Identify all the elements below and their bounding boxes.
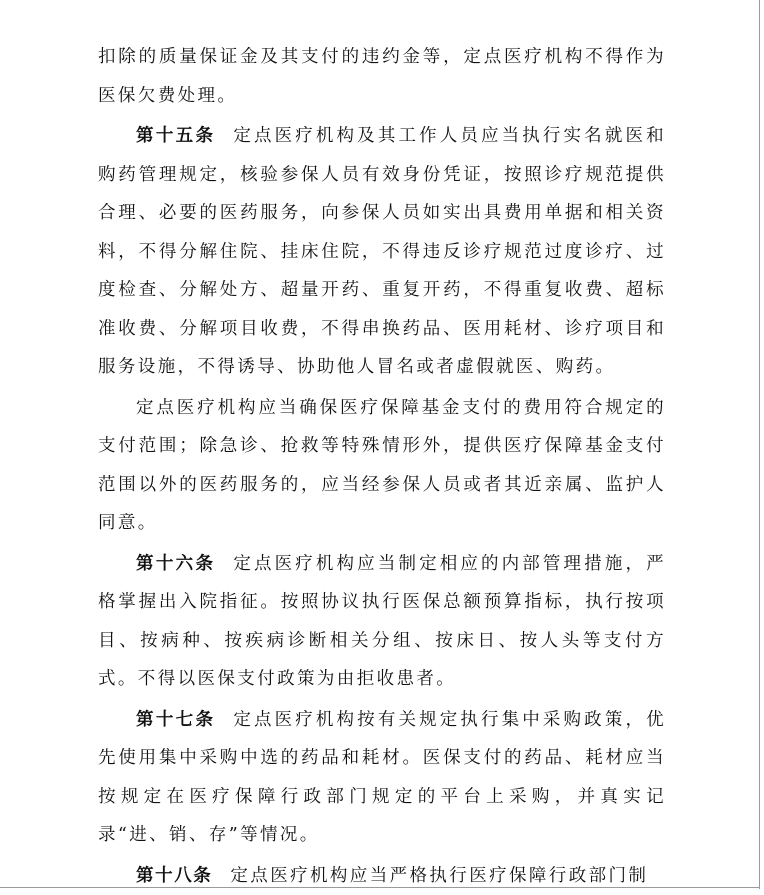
paragraph-text: 定点医疗机构应当制定相应的内部管理措施，严格掌握出入院指征。按照协议执行医保总额预算指标，执行按项目、按病种、按疾病诊断相关分组、按床日、按人头等支付方式。不得以医保支付政策为由拒收患者。	[98, 554, 666, 690]
paragraph-text: 定点医疗机构及其工作人员应当执行实名就医和购药管理规定，核验参保人员有效身份凭证，按照诊疗规范提供合理、必要的医药服务，向参保人员如实出具费用单据和相关资料，不得分解住院、挂床住院，不得违反诊疗规范过度诊疗、过度检查、分解处方、超量开药、重复开药，不得重复收费、超标准收费、分解项目收费，不得串换药品、医用耗材、诊疗项目和服务设施，不得诱导、协助他人冒名或者虚假就医、购药。	[98, 126, 666, 377]
paragraph-text: 定点医疗机构应当确保医疗保障基金支付的费用符合规定的支付范围；除急诊、抢救等特殊情形外，提供医疗保障基金支付范围以外的医药服务的，应当经参保人员或者其近亲属、监护人同意。	[98, 398, 666, 534]
article-17	[98, 701, 666, 855]
paragraph-text: 定点医疗机构按有关规定执行集中采购政策，优先使用集中采购中选的药品和耗材。医保支付的药品、耗材应当按规定在医疗保障行政部门规定的平台上采购，并真实记录“进、销、存”等情况。	[98, 710, 666, 846]
article-18	[98, 857, 666, 895]
document-body	[98, 38, 666, 895]
article-15	[98, 117, 666, 387]
article-heading: 第十七条	[136, 710, 215, 730]
paragraph-text: 定点医疗机构应当严格执行医疗保障行政部门制	[230, 866, 648, 886]
paragraph-continuation	[98, 38, 666, 115]
paragraph-text: 扣除的质量保证金及其支付的违约金等，定点医疗机构不得作为医保欠费处理。	[98, 47, 666, 106]
article-heading: 第十八条	[136, 866, 212, 886]
article-15-paragraph-2	[98, 389, 666, 543]
article-16	[98, 545, 666, 699]
article-heading: 第十六条	[136, 554, 215, 574]
page-edge-right	[759, 0, 760, 889]
article-heading: 第十五条	[136, 126, 215, 146]
page-edge-bottom	[0, 887, 760, 888]
